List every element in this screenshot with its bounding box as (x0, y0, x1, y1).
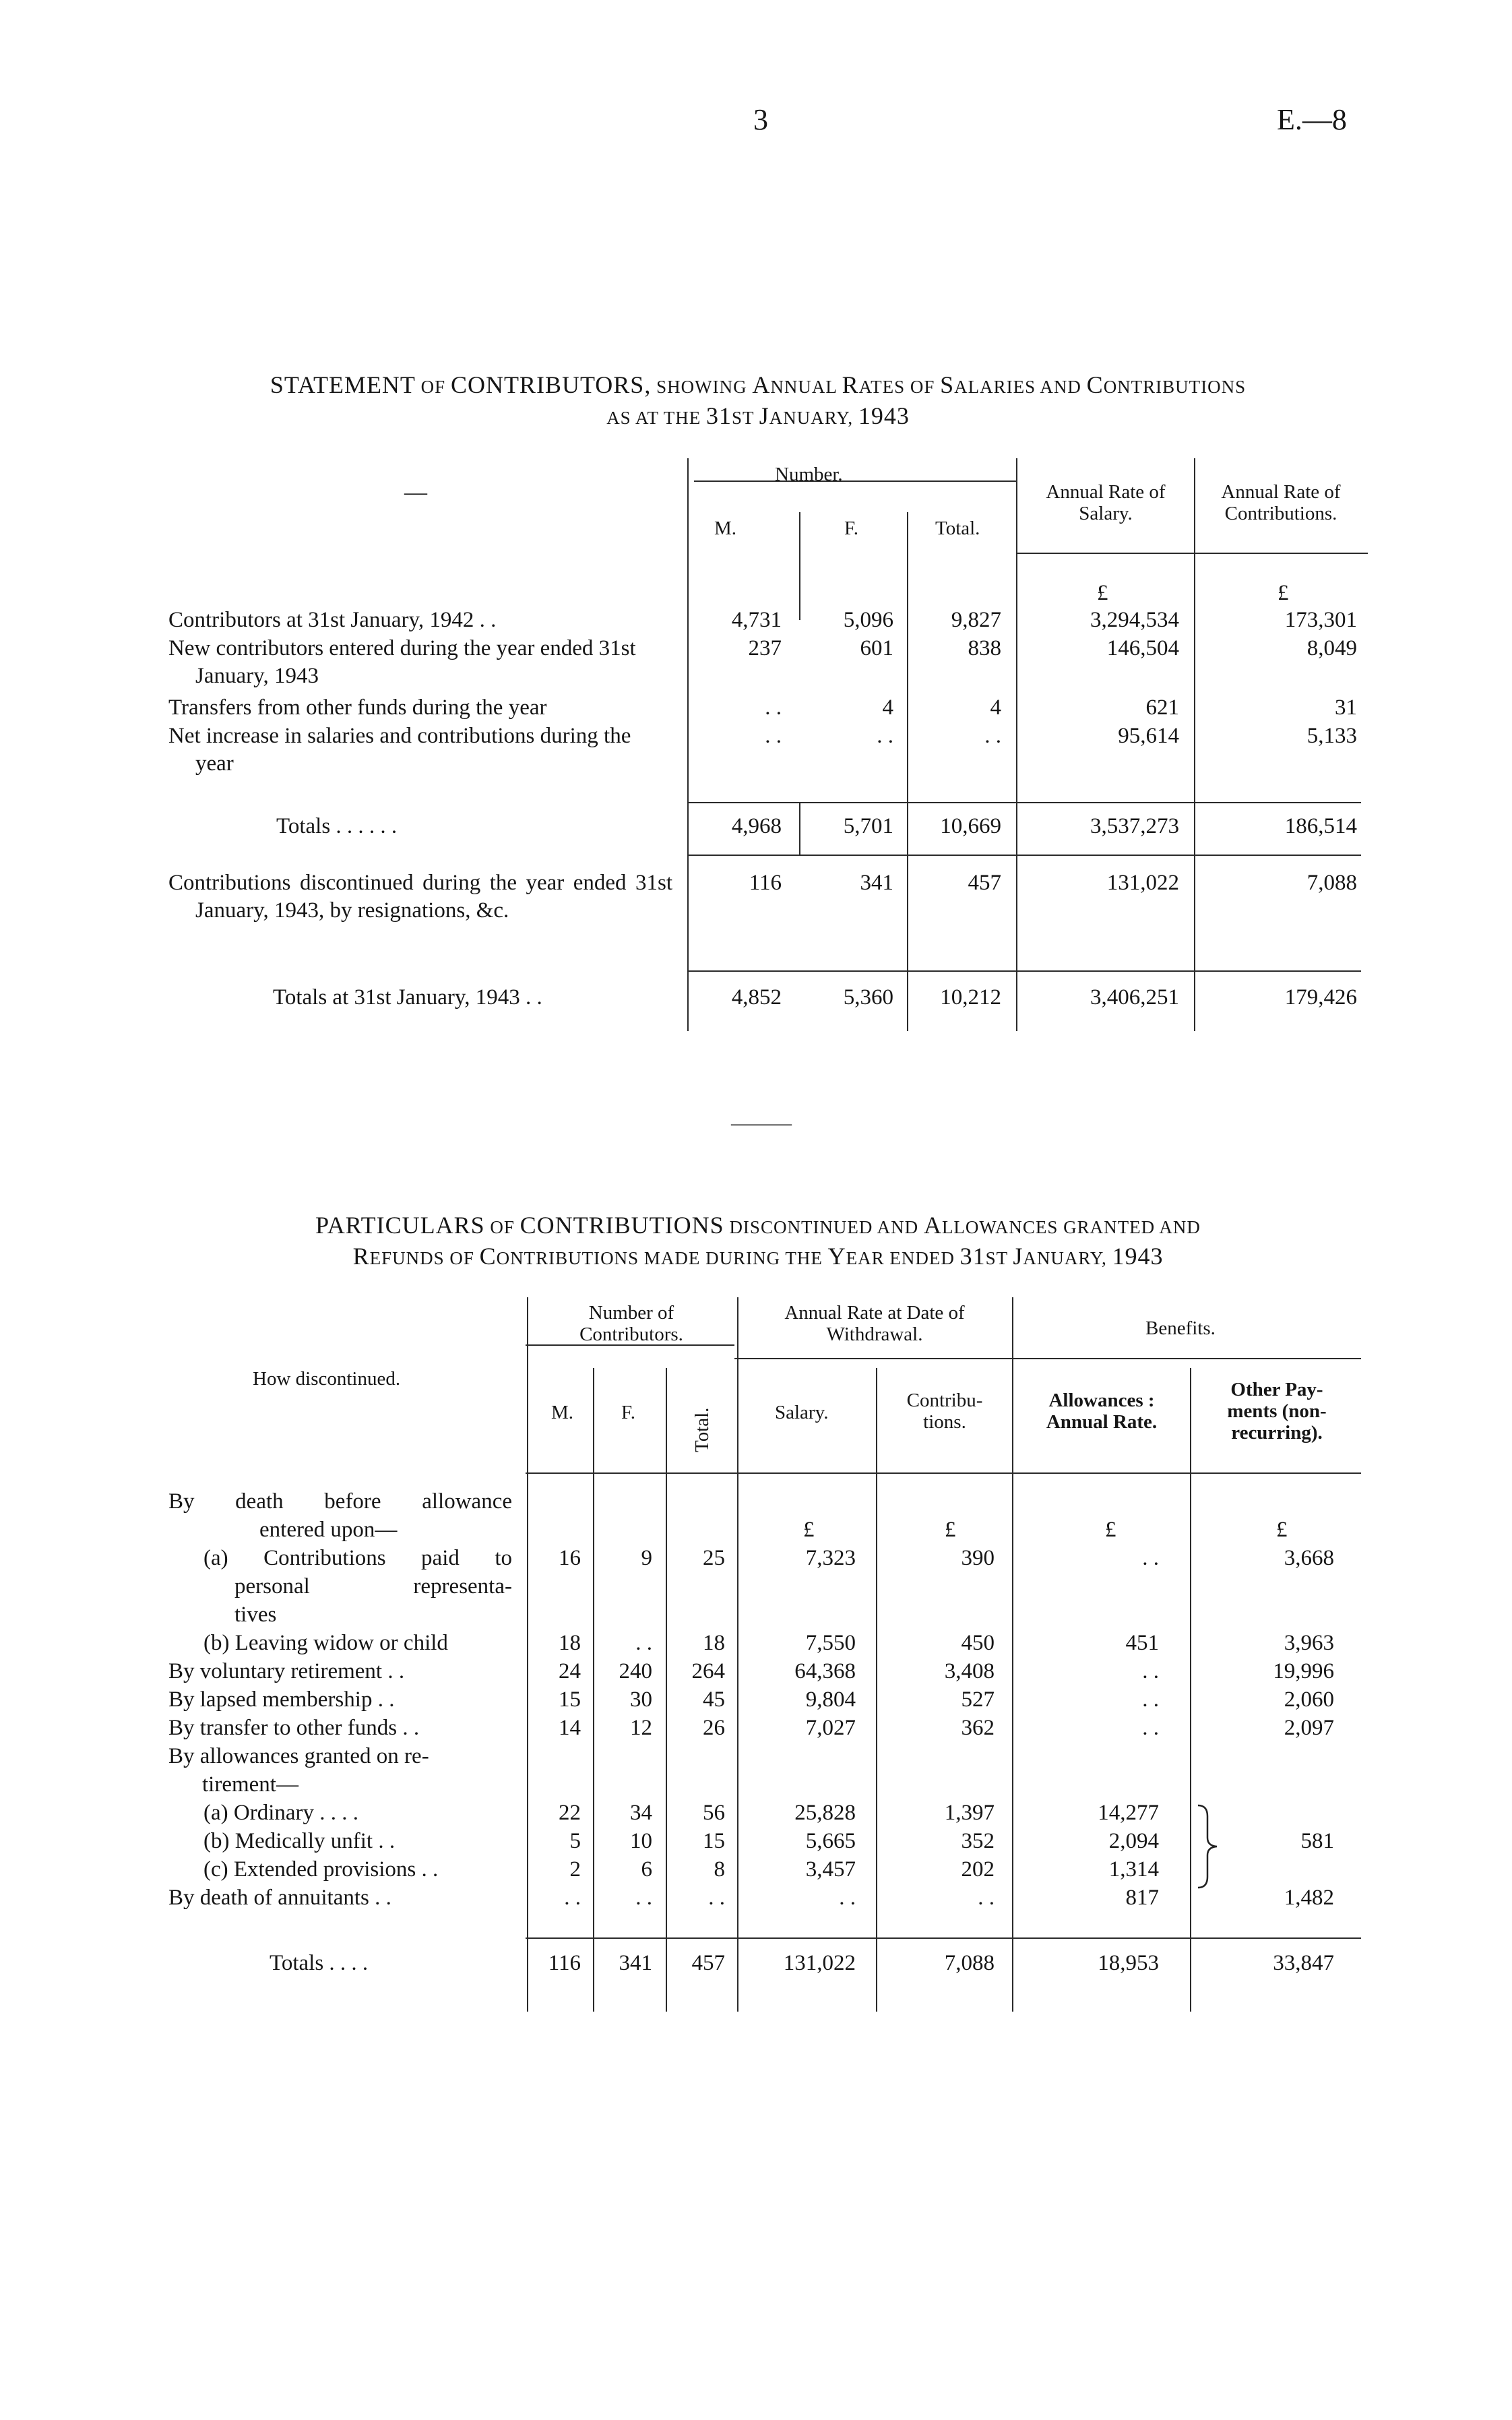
title-segment: 1943 (1112, 1243, 1164, 1270)
cell-allowances: 14,277 (1098, 1801, 1159, 1825)
label-extended-provisions: (c) Extended provisions . . (203, 1857, 439, 1882)
cell-other-payments: 1,482 (1284, 1886, 1334, 1910)
title-segment: 31 (705, 402, 732, 429)
header-f: F. (844, 518, 859, 539)
cell-f: . . (635, 1631, 652, 1655)
table1-col-rule (907, 512, 908, 1031)
cell-salary: 95,614 (1118, 724, 1179, 748)
table1-col-rule (687, 458, 689, 1031)
title-segment: EFUNDS OF (369, 1248, 480, 1268)
cell-contributions: 7,088 (1306, 871, 1357, 895)
cell-total: 10,212 (940, 985, 1001, 1010)
cell-other-payments-retirement: 581 (1300, 1829, 1334, 1853)
label-tirement: tirement— (202, 1772, 298, 1797)
cell-contributions: 3,408 (944, 1659, 995, 1683)
totals-label: Totals . . . . . . (276, 814, 398, 838)
row-label: New contributors entered during the year ended 31st January, 1943 (168, 636, 636, 688)
label-totals: Totals . . . . (270, 1951, 369, 1975)
table1-title-line1 (101, 369, 1415, 402)
cell-total: 25 (703, 1546, 725, 1570)
header-number: Number. (775, 464, 843, 485)
cell-other-payments: 33,847 (1273, 1951, 1334, 1975)
cell-f: 5,701 (843, 814, 893, 838)
cell-f: 12 (630, 1716, 652, 1740)
title-segment: A (923, 1212, 942, 1239)
title-segment: ALARIES AND (954, 377, 1087, 397)
label-voluntary-retirement: By voluntary retirement . . (168, 1659, 405, 1683)
cell-allowances: . . (1142, 1546, 1159, 1570)
cell-salary: 9,804 (805, 1687, 856, 1712)
title-segment: J (1013, 1243, 1023, 1270)
cell-total: 15 (703, 1829, 725, 1853)
title-segment: R (842, 371, 859, 398)
cell-f: 5,360 (843, 985, 893, 1010)
header-number-of-contributors: Number of Contributors. (579, 1302, 683, 1345)
cell-salary: 64,368 (794, 1659, 856, 1683)
cell-salary: 131,022 (1106, 871, 1179, 895)
cell-total: 264 (691, 1659, 725, 1683)
cell-f: 5,096 (843, 608, 893, 632)
cell-f: 4 (882, 695, 893, 720)
table2-title-line1 (101, 1210, 1415, 1243)
cell-salary: 146,504 (1106, 636, 1179, 660)
cell-salary: 3,294,534 (1090, 608, 1179, 632)
title-segment: AS AT THE (606, 408, 706, 428)
cell-m: 16 (559, 1546, 581, 1570)
table2-title-line2 (101, 1241, 1415, 1274)
table2-col-rule (527, 1297, 528, 2012)
cell-m: 237 (748, 636, 782, 660)
currency-symbol: £ (1278, 581, 1289, 605)
title-segment: ANUARY, (1023, 1248, 1112, 1268)
title-segment: EAR ENDED (846, 1248, 960, 1268)
cell-contributions: 31 (1335, 695, 1357, 720)
title-segment: C (1086, 371, 1104, 398)
cell-m: 4,852 (731, 985, 782, 1010)
table2-col-rule (1190, 1368, 1191, 2012)
cell-m: 18 (559, 1631, 581, 1655)
title-segment: R (352, 1243, 370, 1270)
discontinued-label: Contributions discontinued during the year ended 31st January, 1943, by resignations, &c. (168, 871, 672, 923)
title-segment: ATES OF (858, 377, 941, 397)
label-death-before-allowance: By death before allowance (168, 1489, 512, 1514)
cell-other-payments: 19,996 (1273, 1659, 1334, 1683)
cell-total: 4 (990, 695, 1001, 720)
cell-f: 601 (860, 636, 893, 660)
cell-other-payments: 2,060 (1284, 1687, 1334, 1712)
label-tives: tives (234, 1603, 277, 1627)
table1-col-rule (799, 802, 800, 856)
cell-other-payments: 3,668 (1284, 1546, 1334, 1570)
cell-salary: . . (839, 1886, 856, 1910)
table1-totals-rule (687, 855, 1361, 856)
table2-col-rule (666, 1368, 667, 2012)
label-entered-upon: entered upon— (259, 1518, 398, 1542)
table1-header-rule (694, 480, 1017, 482)
document-reference: E.—8 (1277, 103, 1347, 136)
cell-total: 8 (714, 1857, 725, 1882)
table2-col-rule (737, 1297, 738, 2012)
header-benefits: Benefits. (1145, 1317, 1216, 1339)
cell-m: 116 (749, 871, 782, 895)
label-death-of-annuitants: By death of annuitants . . (168, 1886, 391, 1910)
title-segment: ANUARY, (769, 408, 858, 428)
title-segment: CONTRIBUTORS, (450, 371, 652, 398)
cell-f: 6 (641, 1857, 652, 1882)
cell-m: 24 (559, 1659, 581, 1683)
stub-dash: — (404, 480, 427, 505)
title-segment: OF (415, 377, 451, 397)
cell-contributions: 8,049 (1306, 636, 1357, 660)
cell-salary: 3,457 (805, 1857, 856, 1882)
cell-m: 4,731 (731, 608, 782, 632)
cell-total: 838 (968, 636, 1001, 660)
cell-f: 341 (619, 1951, 652, 1975)
cell-contributions: 202 (961, 1857, 995, 1882)
cell-other-payments: 3,963 (1284, 1631, 1334, 1655)
table2-col-rule (876, 1368, 877, 2012)
cell-contributions: 1,397 (944, 1801, 995, 1825)
cell-m: . . (564, 1886, 581, 1910)
table2-header-rule (526, 1472, 1361, 1474)
label-lapsed-membership: By lapsed membership . . (168, 1687, 395, 1712)
title-segment: SHOWING (651, 377, 753, 397)
cell-total: 457 (968, 871, 1001, 895)
cell-f: 341 (860, 871, 893, 895)
cell-f: 9 (641, 1546, 652, 1570)
title-segment: 1943 (858, 402, 910, 429)
row-label: Net increase in salaries and contributions during the year (168, 724, 631, 776)
page-number: 3 (753, 103, 768, 136)
cell-salary: 131,022 (783, 1951, 856, 1975)
header-m: M. (551, 1402, 574, 1423)
table1-col-rule (1016, 458, 1017, 1031)
cell-contributions: 186,514 (1284, 814, 1357, 838)
cell-salary: 5,665 (805, 1829, 856, 1853)
cell-f: 10 (630, 1829, 652, 1853)
header-allowances: Allowances : Annual Rate. (1046, 1390, 1158, 1433)
title-segment: STATEMENT (270, 371, 416, 398)
cell-allowances: . . (1142, 1687, 1159, 1712)
title-segment: NNUAL (770, 377, 842, 397)
title-segment: 31 (959, 1243, 986, 1270)
section-separator: ——— (731, 1112, 792, 1134)
title-segment: PARTICULARS (315, 1212, 485, 1239)
header-total: Total. (691, 1407, 713, 1452)
title-segment: ONTRIBUTIONS (1103, 377, 1247, 397)
cell-m: 4,968 (731, 814, 782, 838)
header-f: F. (621, 1402, 636, 1423)
cell-contributions: 362 (961, 1716, 995, 1740)
header-total: Total. (935, 518, 980, 539)
table2-totals-rule (526, 1937, 1361, 1939)
cell-m: 14 (559, 1716, 581, 1740)
cell-total: 56 (703, 1801, 725, 1825)
cell-f: 30 (630, 1687, 652, 1712)
header-salary: Salary. (775, 1402, 829, 1423)
table1-totals-rule (687, 802, 1361, 803)
cell-m: . . (765, 695, 782, 720)
row-label: Contributors at 31st January, 1942 . . (168, 608, 497, 632)
label-personal-representatives: personal representa- (234, 1574, 512, 1599)
label-contributions-paid: (a) Contributions paid to (203, 1546, 512, 1570)
title-segment: OF (484, 1217, 520, 1237)
title-segment: ST (731, 408, 759, 428)
currency-symbol: £ (1276, 1518, 1288, 1542)
final-totals-label: Totals at 31st January, 1943 . . (273, 985, 542, 1010)
cell-contributions: 450 (961, 1631, 995, 1655)
cell-m: 5 (569, 1829, 581, 1853)
cell-salary: 3,537,273 (1090, 814, 1179, 838)
table2-header-rule (1011, 1358, 1361, 1359)
title-segment: LLOWANCES GRANTED AND (941, 1217, 1201, 1237)
cell-contributions: 390 (961, 1546, 995, 1570)
table2-col-rule (593, 1368, 594, 2012)
cell-contributions: 527 (961, 1687, 995, 1712)
label-medically-unfit: (b) Medically unfit . . (203, 1829, 396, 1853)
currency-symbol: £ (945, 1518, 956, 1542)
cell-contributions: 7,088 (944, 1951, 995, 1975)
currency-symbol: £ (1097, 581, 1108, 605)
cell-allowances: 451 (1125, 1631, 1159, 1655)
cell-allowances: . . (1142, 1716, 1159, 1740)
cell-total: 457 (691, 1951, 725, 1975)
header-salary: Annual Rate of Salary. (1046, 481, 1166, 524)
cell-salary: 3,406,251 (1090, 985, 1179, 1010)
title-segment: S (940, 371, 955, 398)
cell-total: . . (708, 1886, 725, 1910)
table1-col-rule (799, 512, 800, 620)
cell-m: . . (765, 724, 782, 748)
cell-contributions: 179,426 (1284, 985, 1357, 1010)
table1-final-rule (687, 970, 1361, 972)
header-annual-rate-withdrawal: Annual Rate at Date of Withdrawal. (784, 1302, 965, 1345)
cell-m: 22 (559, 1801, 581, 1825)
header-how-discontinued: How discontinued. (253, 1368, 401, 1390)
cell-f: 34 (630, 1801, 652, 1825)
title-segment: ST (985, 1248, 1013, 1268)
cell-contributions: 352 (961, 1829, 995, 1853)
title-segment: J (759, 402, 769, 429)
header-other-payments: Other Pay- ments (non- recurring). (1227, 1379, 1327, 1444)
cell-contributions: 5,133 (1306, 724, 1357, 748)
label-leaving-widow: (b) Leaving widow or child (203, 1631, 448, 1655)
title-segment: C (479, 1243, 497, 1270)
cell-contributions: . . (978, 1886, 995, 1910)
table1-header-rule (1017, 553, 1368, 554)
currency-symbol: £ (1105, 1518, 1116, 1542)
title-segment: CONTRIBUTIONS (519, 1212, 724, 1239)
cell-total: 45 (703, 1687, 725, 1712)
cell-total: 9,827 (951, 608, 1001, 632)
cell-total: . . (984, 724, 1001, 748)
table2-header-rule (734, 1358, 1011, 1359)
cell-m: 116 (548, 1951, 581, 1975)
cell-allowances: 817 (1125, 1886, 1159, 1910)
title-segment: Y (827, 1243, 846, 1270)
cell-total: 10,669 (940, 814, 1001, 838)
cell-f: . . (877, 724, 893, 748)
currency-symbol: £ (803, 1518, 815, 1542)
title-segment: DISCONTINUED AND (724, 1217, 924, 1237)
cell-f: 240 (619, 1659, 652, 1683)
cell-salary: 621 (1145, 695, 1179, 720)
header-contributions: Annual Rate of Contributions. (1221, 481, 1341, 524)
table1-title-line2 (101, 400, 1415, 433)
label-ordinary: (a) Ordinary . . . . (203, 1801, 359, 1825)
cell-salary: 7,027 (805, 1716, 856, 1740)
cell-other-payments: 2,097 (1284, 1716, 1334, 1740)
cell-allowances: . . (1142, 1659, 1159, 1683)
cell-allowances: 1,314 (1108, 1857, 1159, 1882)
title-segment: ONTRIBUTIONS MADE DURING THE (496, 1248, 828, 1268)
cell-total: 18 (703, 1631, 725, 1655)
cell-allowances: 18,953 (1098, 1951, 1159, 1975)
cell-salary: 25,828 (794, 1801, 856, 1825)
table2-col-rule (1012, 1297, 1013, 2012)
label-transfer: By transfer to other funds . . (168, 1716, 420, 1740)
row-label: Transfers from other funds during the year (168, 695, 547, 720)
table1-col-rule (1194, 458, 1195, 1031)
cell-salary: 7,550 (805, 1631, 856, 1655)
cell-contributions: 173,301 (1284, 608, 1357, 632)
cell-m: 2 (569, 1857, 581, 1882)
cell-allowances: 2,094 (1108, 1829, 1159, 1853)
cell-total: 26 (703, 1716, 725, 1740)
header-m: M. (714, 518, 737, 539)
cell-f: . . (635, 1886, 652, 1910)
cell-m: 15 (559, 1687, 581, 1712)
header-contributions: Contribu- tions. (906, 1390, 983, 1433)
title-segment: A (752, 371, 771, 398)
label-allowances-granted: By allowances granted on re- (168, 1744, 429, 1768)
cell-salary: 7,323 (805, 1546, 856, 1570)
